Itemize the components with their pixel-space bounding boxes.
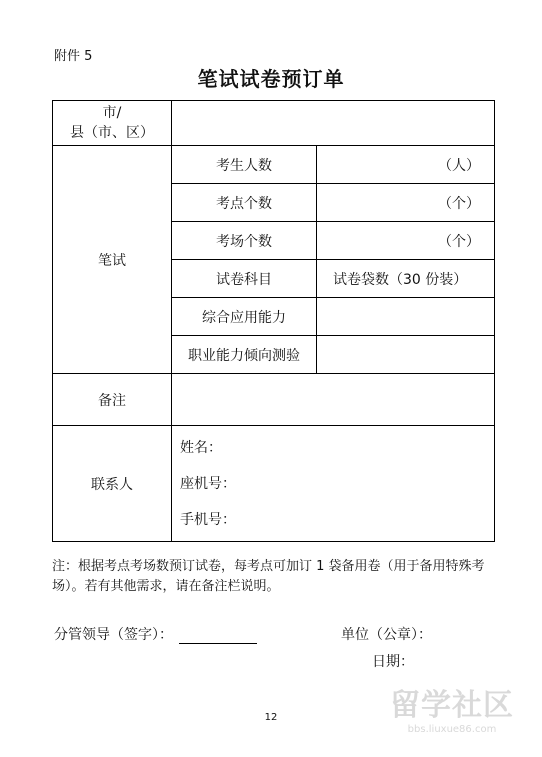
- contact-name-field[interactable]: 姓名：: [180, 439, 222, 456]
- bag-count-header: 试卷袋数（30 份装）: [317, 260, 495, 298]
- region-row: [53, 101, 495, 146]
- leader-signature-line[interactable]: [179, 629, 257, 644]
- remarks-row: [53, 374, 495, 426]
- page-number: 12: [264, 712, 278, 723]
- page-title: 笔试试卷预订单: [197, 67, 345, 91]
- attachment-label: 附件 5: [54, 49, 93, 64]
- form-note: 注：根据考点考场数预订试卷，每考点可加订 1 袋备用卷（用于备用特殊考场）。若有其他需求，请在备注栏说明。: [52, 559, 485, 594]
- candidates-row: [53, 146, 495, 184]
- leader-signature: [54, 624, 257, 644]
- contact-row: [53, 426, 495, 542]
- subject-aptitude-bags-cell[interactable]: [317, 336, 495, 374]
- contact-mobile-field[interactable]: 手机号：: [180, 511, 236, 528]
- subject-aptitude-label: 职业能力倾向测验: [172, 336, 317, 374]
- remarks-value-cell[interactable]: [172, 374, 495, 426]
- written-label-cell: 笔试: [53, 146, 172, 374]
- leader-signature-label: 分管领导（签字）：: [54, 627, 173, 643]
- watermark-logo-text: 留学社区: [390, 688, 514, 723]
- contact-label: 联系人: [53, 426, 172, 542]
- test-sites-value-cell[interactable]: （个）: [317, 184, 495, 222]
- candidates-value-cell[interactable]: （人）: [317, 146, 495, 184]
- watermark-url: bbs.liuxue86.com: [407, 724, 497, 735]
- test-sites-label: 考点个数: [172, 184, 317, 222]
- region-label-line2: 县（市、区）: [70, 125, 154, 141]
- watermark: [372, 688, 532, 736]
- order-form-table: [52, 100, 495, 542]
- subject-comprehensive-bags-cell[interactable]: [317, 298, 495, 336]
- contact-fields-cell[interactable]: [172, 426, 495, 542]
- unit-seal-label: 单位（公章）：: [341, 627, 432, 643]
- exam-rooms-label: 考场个数: [172, 222, 317, 260]
- region-label-cell: [53, 101, 172, 146]
- exam-rooms-value-cell[interactable]: （个）: [317, 222, 495, 260]
- subject-header-label: 试卷科目: [172, 260, 317, 298]
- candidates-label: 考生人数: [172, 146, 317, 184]
- region-label-line1: 市/: [102, 105, 122, 121]
- contact-landline-field[interactable]: 座机号：: [180, 475, 236, 492]
- region-value-cell[interactable]: [172, 101, 495, 146]
- subject-comprehensive-label: 综合应用能力: [172, 298, 317, 336]
- date-label: 日期：: [372, 654, 414, 670]
- remarks-label: 备注: [53, 374, 172, 426]
